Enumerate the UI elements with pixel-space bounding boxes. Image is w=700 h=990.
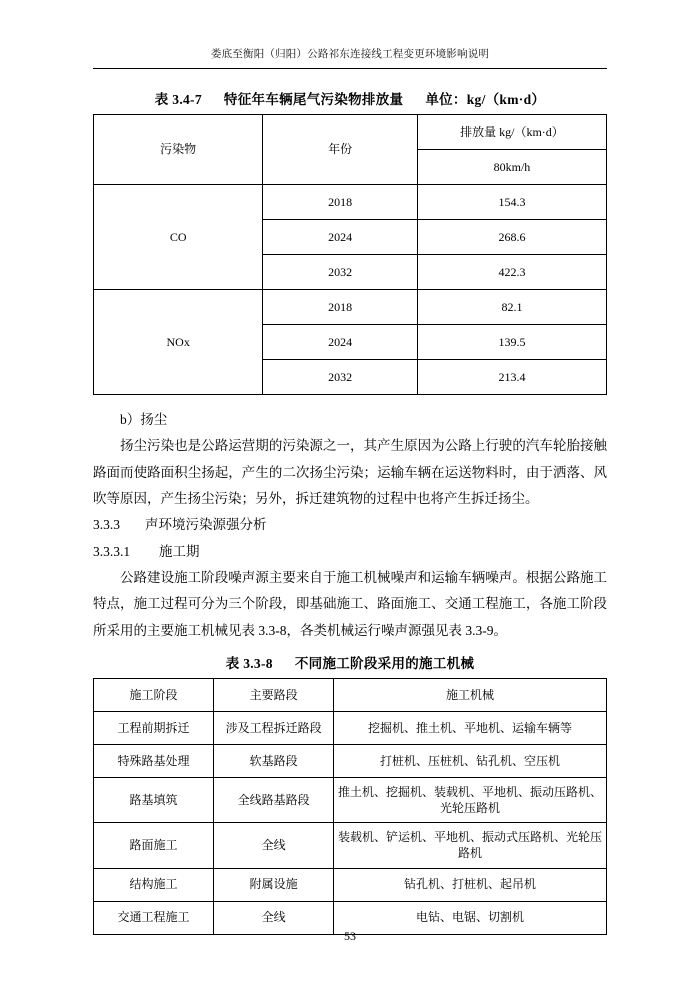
section-heading-3331	[93, 539, 607, 565]
table-338-cell-stage: 结构施工	[94, 868, 214, 901]
table-347-cell-year: 2024	[263, 220, 418, 255]
table-row	[94, 678, 607, 711]
section-3331-title: 施工期	[159, 543, 200, 559]
table-338-cell-section: 软基路段	[214, 744, 334, 777]
table-338-cell-machines: 挖掘机、推土机、平地机、运输车辆等	[334, 711, 607, 744]
table-338-cell-machines: 钻孔机、打桩机、起吊机	[334, 868, 607, 901]
table-338-caption	[93, 652, 607, 672]
table-338-caption-label: 表 3.3-8	[225, 655, 273, 671]
table-338-caption-title: 不同施工阶段采用的施工机械	[294, 655, 475, 671]
table-347-cell-pollutant: NOx	[94, 290, 263, 395]
table-347-cell-year: 2024	[263, 325, 418, 360]
table-347-cell-year: 2032	[263, 360, 418, 395]
page-content	[93, 80, 607, 935]
table-347-header-emission: 排放量 kg/（km·d）	[417, 115, 606, 150]
table-338-cell-stage: 工程前期拆迁	[94, 711, 214, 744]
table-347-cell-value: 139.5	[417, 325, 606, 360]
paragraph-noise-source: 公路建设施工阶段噪声源主要来自于施工机械噪声和运输车辆噪声。根据公路施工特点，施工过程可分为三个阶段，即基础施工、路面施工、交通工程施工，各施工阶段所采用的主要施工机械见表 3.3-8，各类机械运行噪声源强见表 3.3-9。	[93, 569, 607, 638]
table-row	[94, 744, 607, 777]
table-row	[94, 823, 607, 868]
table-row	[94, 711, 607, 744]
table-338-cell-stage: 交通工程施工	[94, 901, 214, 934]
table-347-cell-pollutant: CO	[94, 185, 263, 290]
table-347-cell-value: 422.3	[417, 255, 606, 290]
table-347-cell-value: 268.6	[417, 220, 606, 255]
table-347-cell-year: 2018	[263, 290, 418, 325]
section-heading-333	[93, 512, 607, 538]
table-347	[93, 114, 607, 395]
table-338-cell-section: 涉及工程拆迁路段	[214, 711, 334, 744]
table-row	[94, 185, 607, 220]
table-347-caption-title: 特征年车辆尾气污染物排放量	[223, 92, 404, 107]
section-333-title: 声环境污染源强分析	[145, 517, 267, 533]
table-338-cell-machines: 电钻、电锯、切割机	[334, 901, 607, 934]
table-338-cell-section: 附属设施	[214, 868, 334, 901]
table-338	[93, 678, 607, 935]
table-338-cell-stage: 特殊路基处理	[94, 744, 214, 777]
table-347-cell-value: 154.3	[417, 185, 606, 220]
table-347-caption-unit: 单位：kg/（km·d）	[425, 92, 546, 107]
table-338-cell-stage: 路面施工	[94, 823, 214, 868]
table-338-cell-machines: 推土机、挖掘机、装载机、平地机、振动压路机、光轮压路机	[334, 777, 607, 822]
table-row	[94, 115, 607, 150]
table-347-cell-year: 2018	[263, 185, 418, 220]
table-338-header-1: 主要路段	[214, 678, 334, 711]
section-3331-number: 3.3.3.1	[93, 543, 131, 559]
table-347-header-year: 年份	[263, 115, 418, 185]
page-number: 53	[344, 929, 356, 943]
table-row	[94, 290, 607, 325]
table-338-header-0: 施工阶段	[94, 678, 214, 711]
table-row	[94, 777, 607, 822]
table-347-cell-value: 82.1	[417, 290, 606, 325]
table-347-header-speed: 80km/h	[417, 150, 606, 185]
table-347-caption-label: 表 3.4-7	[154, 92, 202, 107]
section-333-number: 3.3.3	[93, 517, 120, 533]
table-338-cell-section: 全线	[214, 823, 334, 868]
page-header: 娄底至衡阳（归阳）公路祁东连接线工程变更环境影响说明	[210, 49, 490, 60]
paragraph-b-title: b）扬尘	[120, 412, 168, 427]
table-338-cell-section: 全线	[214, 901, 334, 934]
table-347-header-pollutant: 污染物	[94, 115, 263, 185]
table-row	[94, 868, 607, 901]
header-divider	[93, 68, 607, 69]
table-347-cell-value: 213.4	[417, 360, 606, 395]
table-338-cell-machines: 装载机、铲运机、平地机、振动式压路机、光轮压路机	[334, 823, 607, 868]
table-347-caption	[93, 88, 607, 108]
paragraph-dust: 扬尘污染也是公路运营期的污染源之一，其产生原因为公路上行驶的汽车轮胎接触路面而使路面积尘扬起，产生的二次扬尘污染；运输车辆在运送物料时，由于洒落、风吹等原因，产生扬尘污染；另外，拆迁建筑物的过程中也将产生拆迁扬尘。	[93, 438, 607, 506]
table-338-cell-section: 全线路基路段	[214, 777, 334, 822]
table-347-cell-year: 2032	[263, 255, 418, 290]
table-338-cell-machines: 打桩机、压桩机、钻孔机、空压机	[334, 744, 607, 777]
table-338-header-2: 施工机械	[334, 678, 607, 711]
table-338-cell-stage: 路基填筑	[94, 777, 214, 822]
